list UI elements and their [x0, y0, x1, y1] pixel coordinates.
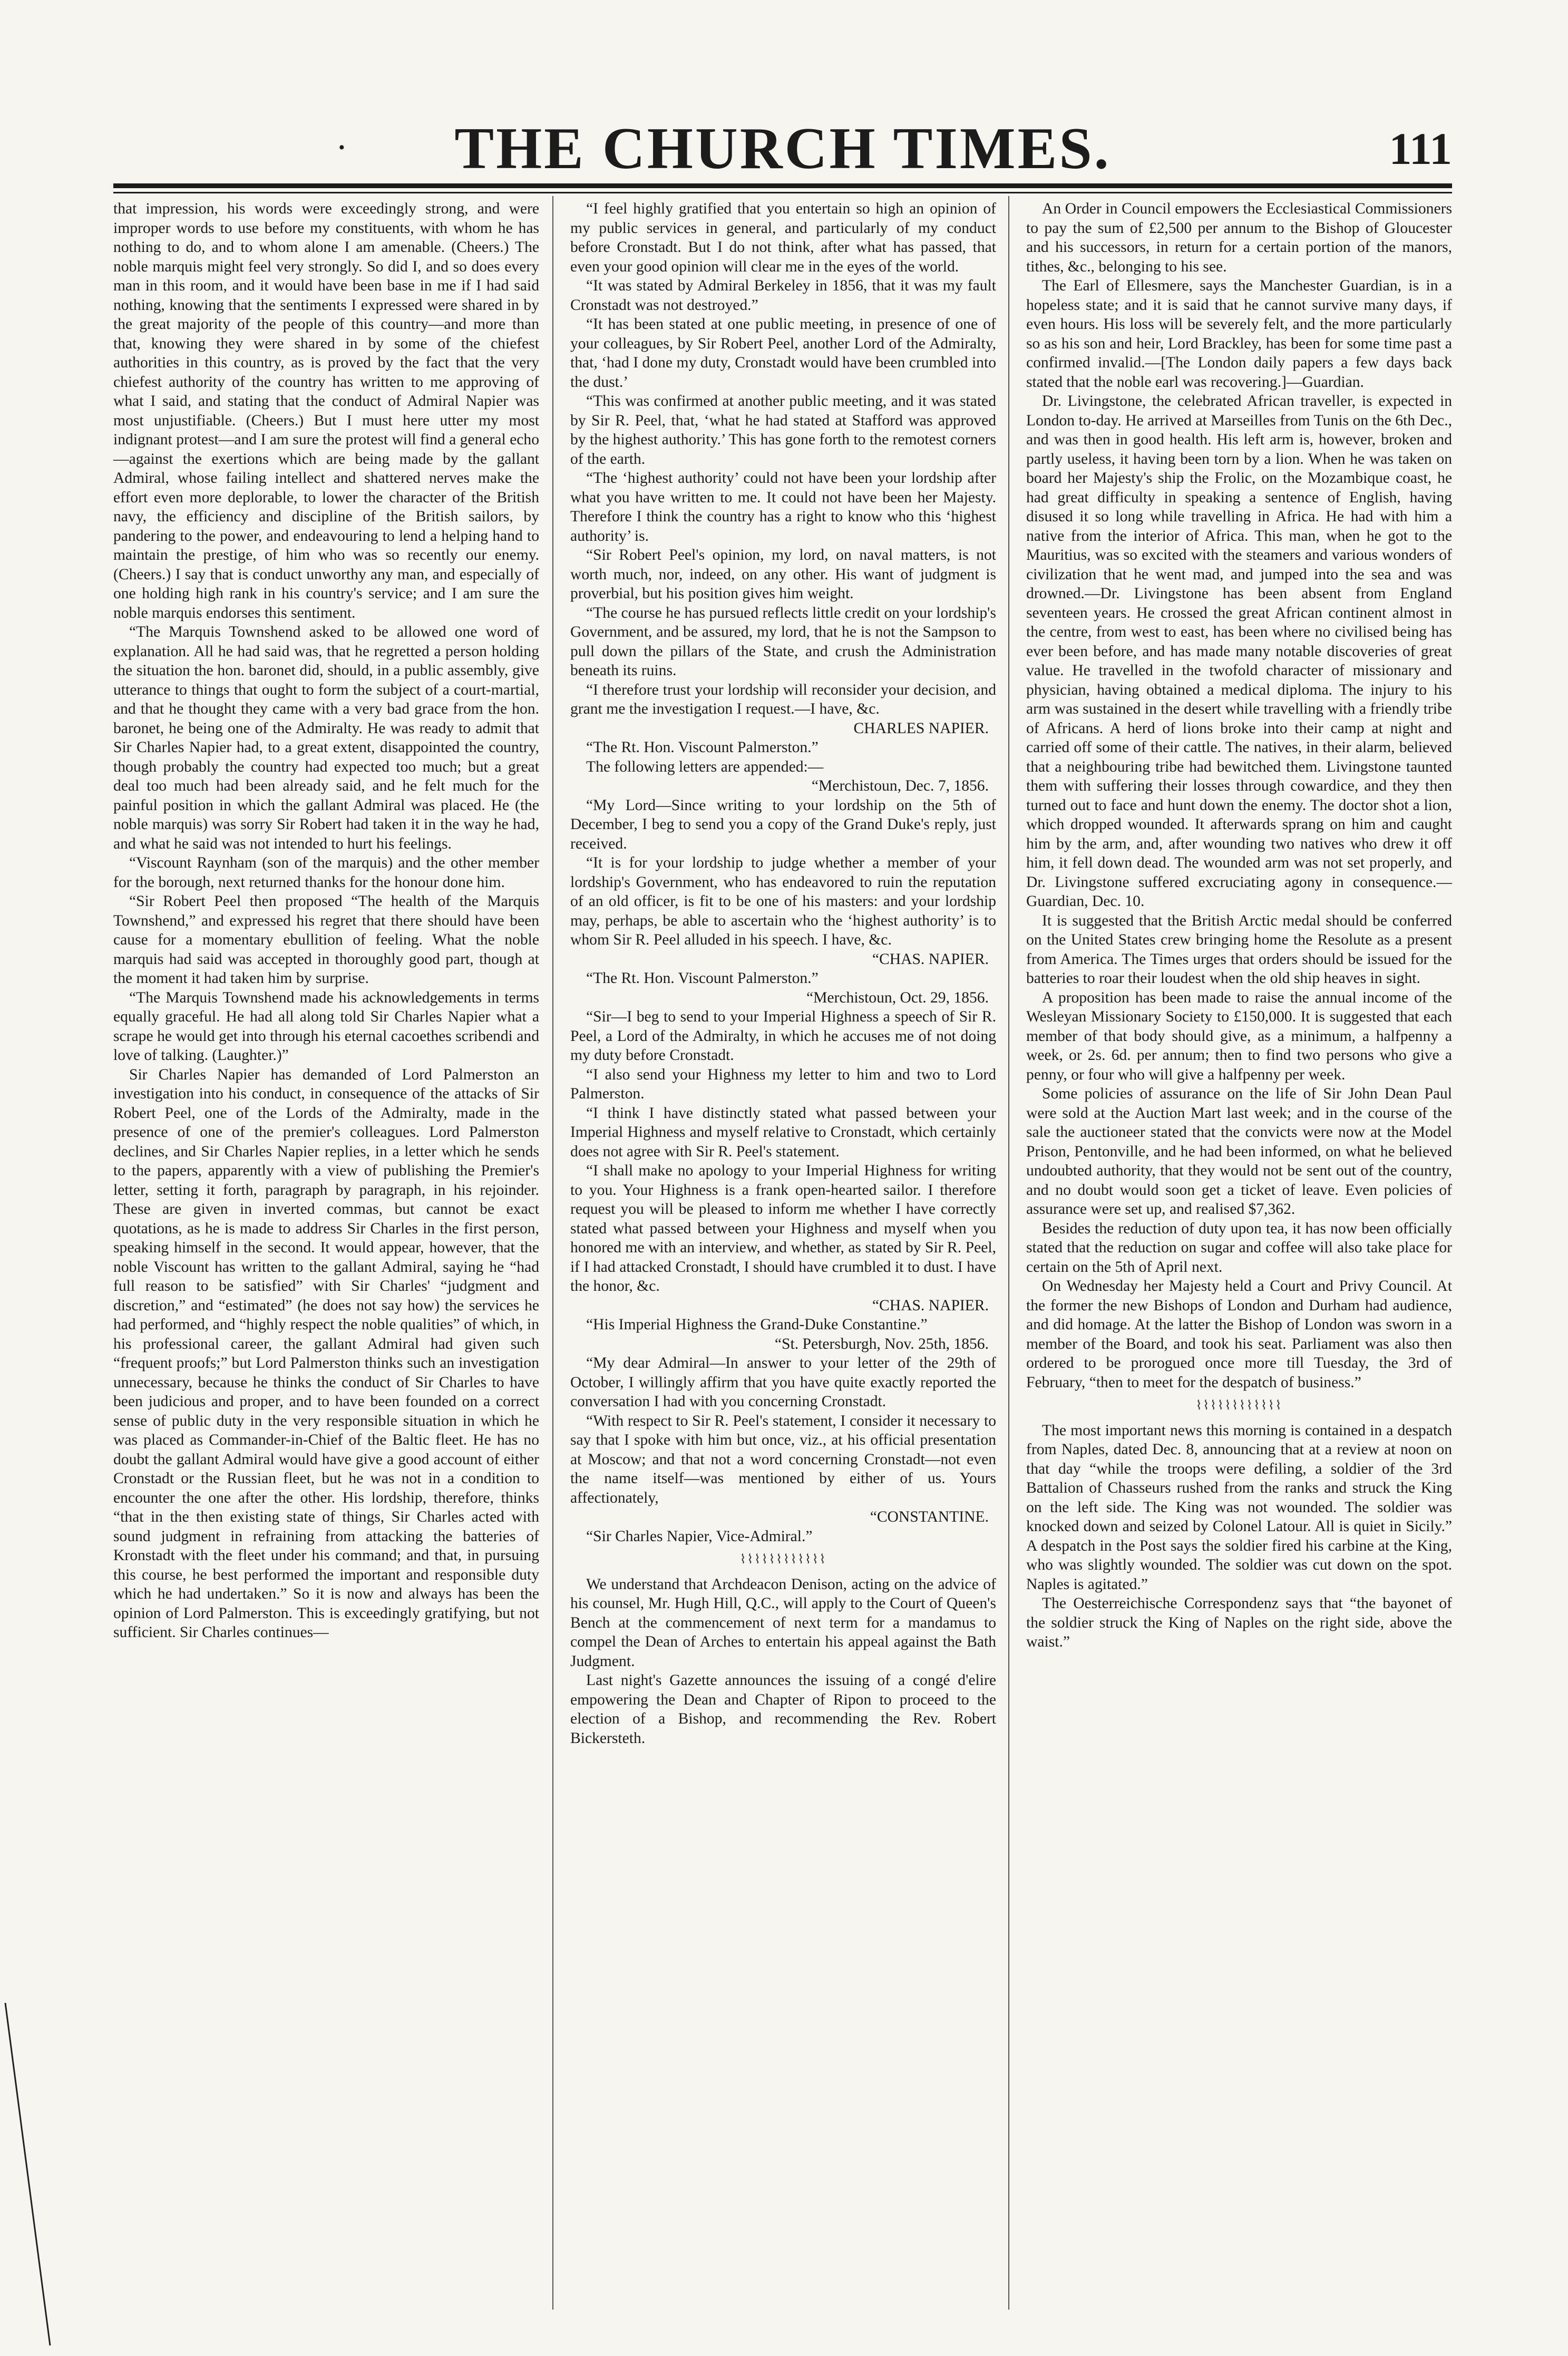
letter-paragraph: “This was confirmed at another public meeting, and it was stated by Sir R. Peel, that, ‘what he had stated at Stafford was approved by the highest authority.’ This has gone forth to the remotest corners of the earth.: [570, 393, 996, 468]
column-divider-2: [1008, 196, 1009, 2310]
letter-dateline: “Merchistoun, Oct. 29, 1856.: [806, 989, 989, 1006]
letter-paragraph: “Sir—I beg to send to your Imperial Highness a speech of Sir R. Peel, a Lord of the Admiralty, in which he accuses me of not doing my duty before Cronstadt.: [570, 1008, 996, 1064]
news-paragraph: Besides the reduction of duty upon tea, it has now been officially stated that the reduction on sugar and coffee will also take place for certain on the 5th of April next.: [1026, 1220, 1452, 1276]
letter-dateline: “Merchistoun, Dec. 7, 1856.: [811, 777, 989, 794]
letter-paragraph: “It was stated by Admiral Berkeley in 1856, that it was my fault Cronstadt was not destroyed.”: [570, 277, 996, 314]
article-paragraph: “Sir Robert Peel then proposed “The health of the Marquis Townshend,” and expressed his regret that there should have been cause for a momentary ebullition of feeling. What the noble marquis had said was accepted in thoroughly good part, though at the moment it had taken him by surprise.: [113, 893, 539, 987]
news-paragraph: The most important news this morning is contained in a despatch from Naples, dated Dec. 8, announcing that at a review at noon on that day “while the troops were defiling, a soldier of the 3rd Battalion of Chasseurs rushed from the ranks and struck the King on the left side. The King was not wounded. The soldier was knocked down and seized by Colonel Latour. All is quiet in Sicily.” A despatch in the Post says the soldier fired his carbine at the King, who was slightly wounded. The soldier was cut down on the spot. Naples is agitated.”: [1026, 1422, 1452, 1593]
letter-paragraph: “It has been stated at one public meeting, in presence of one of your colleagues, by Sir Robert Peel, another Lord of the Admiralty, that, ‘had I done my duty, Cronstadt would have been crumbled into the dust.’: [570, 316, 996, 391]
letter-addressee: “Sir Charles Napier, Vice-Admiral.”: [586, 1527, 813, 1545]
letter-signature: “CHAS. NAPIER.: [872, 1297, 989, 1314]
news-paragraph: It is suggested that the British Arctic medal should be conferred on the United States crew bringing home the Resolute as a present from America. The Times urges that orders should be issued for the batteries to roar their loudest when the old ship heaves in sight.: [1026, 912, 1452, 987]
letter-signature: “CHAS. NAPIER.: [872, 950, 989, 968]
letter-paragraph: “The course he has pursued reflects little credit on your lordship's Government, and be assured, my lord, that he is not the Sampson to pull down the pillars of the State, and crush the Administration beneath its ruins.: [570, 604, 996, 679]
page-number: 111: [1389, 123, 1452, 174]
page-edge-line: [5, 2003, 50, 2345]
masthead-rule-thin: [113, 192, 1452, 193]
news-paragraph: The Oesterreichische Correspondenz says that “the bayonet of the soldier struck the King of Naples on the right side, above the waist.”: [1026, 1595, 1452, 1650]
news-paragraph: The Earl of Ellesmere, says the Manchester Guardian, is in a hopeless state; and it is said that he cannot survive many days, if even hours. His loss will be severely felt, and the more particularly so as his son and heir, Lord Brackley, has been for some time past a confirmed invalid.—[The London daily papers a few days back stated that the noble earl was recovering.]—Guardian.: [1026, 277, 1452, 391]
article-paragraph: that impression, his words were exceedingly strong, and were improper words to use before my constituents, with whom he has nothing to do, and to whom alone I am amenable. (Cheers.) The noble marquis might feel very strongly. So did I, and so does every man in this room, and it would have been base in me if I had said nothing, knowing that the sentiments I expressed were shared in by the great majority of the people of this country—and more than that, knowing they were shared in by some of the chiefest authorities in this country, as is proved by the fact that the very chiefest authority of the country has written to me approving of what I said, and stating that the conduct of Admiral Napier was most unjustifiable. (Cheers.) But I must here utter my most indignant protest—and I am sure the protest will find a general echo—against the exertions which are being made by the gallant Admiral, whose failing intellect and shattered nerves make the effort even more deplorable, to lower the character of the British navy, the efficiency and discipline of the British sailors, by pandering to the power, and endeavouring to lend a helping hand to maintain the prestige, of him who was so recently our enemy. (Cheers.) I say that is conduct unworthy any man, and especially of one holding high rank in his country's service; and I am sure the noble marquis endorses this sentiment.: [113, 200, 539, 621]
letter-paragraph: “I feel highly gratified that you entertain so high an opinion of my public services in general, and particularly of my conduct before Cronstadt. But I do not think, after what has passed, that even your good opinion will clear me in the eyes of the world.: [570, 200, 996, 275]
news-paragraph: An Order in Council empowers the Ecclesiastical Commissioners to pay the sum of £2,500 per annum to the Bishop of Gloucester and his successors, in return for a certain portion of the manors, tithes, &c., belonging to his see.: [1026, 200, 1452, 275]
masthead-dot: ·: [337, 132, 346, 162]
letter-paragraph: “I shall make no apology to your Imperial Highness for writing to you. Your Highness is a frank open-hearted sailor. I therefore request you will be pleased to inform me whether I have correctly stated what passed between your Highness and myself when you honored me with an interview, and whether, as stated by Sir R. Peel, if I had attacked Cronstadt, I should have crumbled it to dust. I have the honor, &c.: [570, 1162, 996, 1294]
news-paragraph: Dr. Livingstone, the celebrated African traveller, is expected in London to-day. He arrived at Marseilles from Tunis on the 6th Dec., and was then in good health. His left arm is, however, broken and partly useless, it having been torn by a lion. When he was taken on board her Majesty's ship the Frolic, on the Mozambique coast, he had great difficulty in speaking a sentence of English, having disused it so long while travelling in Africa. He had with him a native from the interior of Africa. This man, when he got to the Mauritius, was so excited with the steamers and various wonders of civilization that he went mad, and jumped into the sea and was drowned.—Dr. Livingstone has been absent from England seventeen years. He crossed the great African continent almost in the centre, from west to east, has been where no civilised being has ever been before, and has made many notable discoveries of great value. He travelled in the twofold character of missionary and physician, having obtained a medical diploma. The injury to his arm was sustained in the desert while travelling with a friendly tribe of Africans. A herd of lions broke into their camp at night and carried off some of their cattle. The natives, in their alarm, believed that a neighbouring tribe had bewitched them. Livingstone taunted them with suffering their losses through cowardice, and they then turned out to face and hunt down the enemy. The doctor shot a lion, which dropped wounded. It afterwards sprang on him and caught him by the arm, and, after wounding two natives who drew it off him, it fell down dead. The wounded arm was not set properly, and Dr. Livingstone suffered excruciating agony in consequence.—Guardian, Dec. 10.: [1026, 393, 1452, 910]
letter-paragraph: “I therefore trust your lordship will reconsider your decision, and grant me the investigation I request.—I have, &c.: [570, 681, 996, 717]
letter-paragraph: “With respect to Sir R. Peel's statement, I consider it necessary to say that I spoke with him but once, viz., at his official presentation at Moscow; and that not a word concerning Cronstadt—not even the name itself—was mentioned by either of us. Yours affectionately,: [570, 1412, 996, 1506]
letter-dateline: “St. Petersburgh, Nov. 25th, 1856.: [774, 1335, 989, 1352]
letter-addressee: “His Imperial Highness the Grand-Duke Constantine.”: [586, 1316, 928, 1333]
column-1: [113, 199, 539, 1642]
column-divider-1: [552, 196, 553, 2310]
masthead-rule-thick: [113, 183, 1452, 188]
newspaper-title: THE CHURCH TIMES.: [454, 116, 1111, 181]
news-paragraph: A proposition has been made to raise the annual income of the Wesleyan Missionary Society to £150,000. It is suggested that each member of that body should give, as a minimum, a halfpenny a week, or 2s. 6d. per annum; then to find two persons who give a penny, or four who will give a halfpenny per week.: [1026, 989, 1452, 1083]
article-paragraph: Sir Charles Napier has demanded of Lord Palmerston an investigation into his conduct, in consequence of the attacks of Sir Robert Peel, one of the Lords of the Admiralty, made in the presence of one of the premier's colleagues. Lord Palmerston declines, and Sir Charles Napier replies, in a letter which he sends to the papers, apparently with a view of publishing the Premier's letter, setting it forth, paragraph by paragraph, in his rejoinder. These are given in inverted commas, but cannot be exact quotations, as he is made to address Sir Charles in the first person, speaking himself in the second. It would appear, however, that the noble Viscount has written to the gallant Admiral, saying he “had full reason to be satisfied” with Sir Charles' “judgment and discretion,” and “estimated” (he does not say how) the services he had performed, and “highly respect the noble qualities” of which, in his professional career, the gallant Admiral had given such “frequent proofs;” but Lord Palmerston thinks such an investigation unnecessary, because he thinks the conduct of Sir Charles to have been judicious and proper, and to have been founded on a correct sense of public duty in the very responsible situation in which he was placed as Commander-in-Chief of the Baltic fleet. He has no doubt the gallant Admiral would have give a good account of either Cronstadt or the Russian fleet, but he was not in a condition to encounter the one after the other. His lordship, therefore, thinks “that in the then existing state of things, Sir Charles acted with sound judgment in refraining from attacking the batteries of Kronstadt with the fleet under his command; and that, in pursuing this course, he best performed the important and responsible duty which he had undertaken.” So it is now and always has been the opinion of Lord Palmerston. This is exceedingly gratifying, but not sufficient. Sir Charles continues—: [113, 1066, 539, 1641]
column-2: [570, 199, 996, 1748]
letter-addressee: “The Rt. Hon. Viscount Palmerston.”: [586, 970, 819, 987]
article-paragraph: “Viscount Raynham (son of the marquis) and the other member for the borough, next returned thanks for the honour done him.: [113, 854, 539, 891]
letter-paragraph: “Sir Robert Peel's opinion, my lord, on naval matters, is not worth much, nor, indeed, on any other. His want of judgment is proverbial, but his position gives him weight.: [570, 547, 996, 602]
letter-paragraph: “My Lord—Since writing to your lordship on the 5th of December, I beg to send you a copy of the Grand Duke's reply, just received.: [570, 796, 996, 852]
section-separator: ⌇⌇⌇⌇⌇⌇⌇⌇⌇⌇⌇⌇: [739, 1553, 827, 1566]
letter-addressee: “The Rt. Hon. Viscount Palmerston.”: [586, 739, 819, 756]
page-edge-mark: [0, 2003, 63, 2351]
letter-signature: CHARLES NAPIER.: [853, 719, 989, 737]
news-paragraph: On Wednesday her Majesty held a Court and Privy Council. At the former the new Bishops of London and Durham had audience, and did homage. At the latter the Bishop of London was sworn in a member of the Board, and took his seat. Parliament was also then ordered to be prorogued once more till Tuesday, the 3rd of February, “then to meet for the despatch of business.”: [1026, 1278, 1452, 1391]
letter-paragraph: “It is for your lordship to judge whether a member of your lordship's Government, who has endeavored to ruin the reputation of an old officer, is fit to be one of his masters: and your lordship may, perhaps, be able to ascertain who the ‘highest authority’ is to whom Sir R. Peel alluded in his speech. I have, &c.: [570, 854, 996, 948]
letter-signature: “CONSTANTINE.: [870, 1508, 989, 1525]
column-3: [1026, 199, 1452, 1652]
article-paragraph: “The Marquis Townshend made his acknowledgements in terms equally graceful. He had all along told Sir Charles Napier what a scrape he would get into through his eternal cacoethes scribendi and love of talking. (Laughter.)”: [113, 989, 539, 1064]
letter-paragraph: “I think I have distinctly stated what passed between your Imperial Highness and myself relative to Cronstadt, which certainly does not agree with Sir R. Peel's statement.: [570, 1104, 996, 1160]
letter-paragraph: “The ‘highest authority’ could not have been your lordship after what you have written to me. It could not have been her Majesty. Therefore I think the country has a right to know who this ‘highest authority’ is.: [570, 470, 996, 544]
letter-paragraph: “I also send your Highness my letter to him and two to Lord Palmerston.: [570, 1066, 996, 1102]
news-paragraph: Some policies of assurance on the life of Sir John Dean Paul were sold at the Auction Mart last week; and in the course of the sale the auctioneer stated that the convicts were now at the Model Prison, Pentonville, and he had been informed, on what he believed undoubted authority, that they would not be sent out of the country, and no doubt would soon get a ticket of leave. Even policies of assurance were set up, and realised $7,362.: [1026, 1085, 1452, 1218]
letter-paragraph: “My dear Admiral—In answer to your letter of the 29th of October, I willingly affirm that you have quite exactly reported the conversation I had with you concerning Cronstadt.: [570, 1355, 996, 1410]
letters-intro: The following letters are appended:—: [586, 758, 824, 775]
news-paragraph: We understand that Archdeacon Denison, acting on the advice of his counsel, Mr. Hugh Hill, Q.C., will apply to the Court of Queen's Bench at the commencement of next term for a mandamus to compel the Dean of Arches to entertain his appeal against the Bath Judgment.: [570, 1575, 996, 1670]
masthead: [113, 111, 1452, 179]
news-paragraph: Last night's Gazette announces the issuing of a congé d'elire empowering the Dean and Chapter of Ripon to proceed to the election of a Bishop, and recommending the Rev. Robert Bickersteth.: [570, 1672, 996, 1747]
section-separator: ⌇⌇⌇⌇⌇⌇⌇⌇⌇⌇⌇⌇: [1195, 1399, 1283, 1413]
article-paragraph: “The Marquis Townshend asked to be allowed one word of explanation. All he had said was, that he regretted a person holding the situation the hon. baronet did, should, in a public assembly, give utterance to things that ought to form the subject of a court-martial, and that he thought they came with a very bad grace from the hon. baronet, he being one of the Admiralty. He was ready to admit that Sir Charles Napier had, to a great extent, disappointed the country, though probably the country had expected too much; but a great deal too much had been already said, and he felt much for the painful position in which the gallant Admiral was placed. He (the noble marquis) was sorry Sir Robert had taken it in the way he had, and what he said was not intended to hurt his feelings.: [113, 624, 539, 852]
